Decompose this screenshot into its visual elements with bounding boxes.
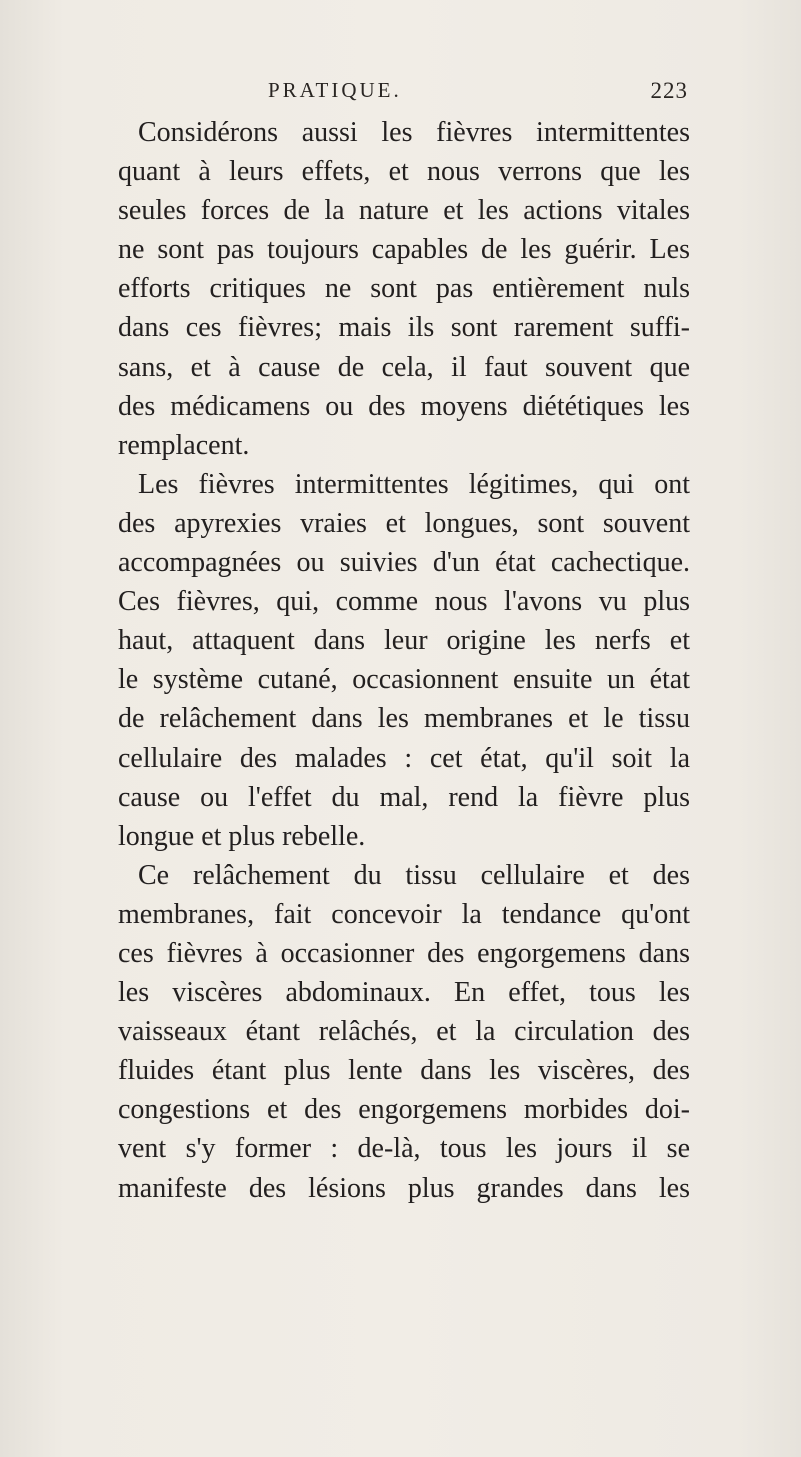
text-line: membranes, fait concevoir la tendance qu'ont (118, 898, 690, 930)
paragraph (118, 113, 690, 465)
text-line: le système cutané, occasionnent ensuite un état (118, 664, 690, 696)
text-line: des apyrexies vraies et longues, sont souvent (118, 507, 690, 539)
running-head: PRATIQUE. (268, 78, 402, 102)
text-line: ne sont pas toujours capables de les guérir. Les (118, 234, 690, 266)
text-line: des médicamens ou des moyens diététiques les (118, 390, 690, 422)
text-line: dans ces fièvres; mais ils sont rarement suffi- (118, 312, 690, 344)
text-line: seules forces de la nature et les actions vitales (118, 195, 690, 227)
text-line: cause ou l'effet du mal, rend la fièvre plus (118, 781, 690, 813)
text-line: Ces fièvres, qui, comme nous l'avons vu plus (118, 586, 690, 618)
text-line: Considérons aussi les fièvres intermittentes (138, 117, 690, 148)
paragraph (118, 856, 690, 1208)
text-line: efforts critiques ne sont pas entièrement nuls (118, 273, 690, 305)
body-text (118, 113, 690, 1208)
text-line: sans, et à cause de cela, il faut souvent que (118, 351, 690, 383)
text-line: vent s'y former : de-là, tous les jours il se (118, 1133, 690, 1165)
text-line: manifeste des lésions plus grandes dans les (118, 1172, 690, 1204)
text-line: Ce relâchement du tissu cellulaire et des (138, 859, 690, 891)
text-line: accompagnées ou suivies d'un état cachectique. (118, 547, 690, 579)
text-line: les viscères abdominaux. En effet, tous les (118, 977, 690, 1009)
text-line: fluides étant plus lente dans les viscères, des (118, 1055, 690, 1087)
text-line: haut, attaquent dans leur origine les nerfs et (118, 625, 690, 657)
text-line: cellulaire des malades : cet état, qu'il soit la (118, 742, 690, 774)
text-line: Les fièvres intermittentes légitimes, qui ont (138, 468, 690, 500)
paragraph (118, 465, 690, 856)
text-line: congestions et des engorgemens morbides doi- (118, 1094, 690, 1126)
text-line: quant à leurs effets, et nous verrons que les (118, 156, 690, 188)
page-header (268, 78, 688, 108)
text-line: remplacent. (118, 429, 250, 461)
text-line: longue et plus rebelle. (118, 820, 366, 852)
text-line: vaisseaux étant relâchés, et la circulation des (118, 1016, 690, 1048)
text-line: ces fièvres à occasionner des engorgemens dans (118, 937, 690, 969)
page-number: 223 (650, 78, 688, 103)
text-line: de relâchement dans les membranes et le tissu (118, 703, 690, 735)
